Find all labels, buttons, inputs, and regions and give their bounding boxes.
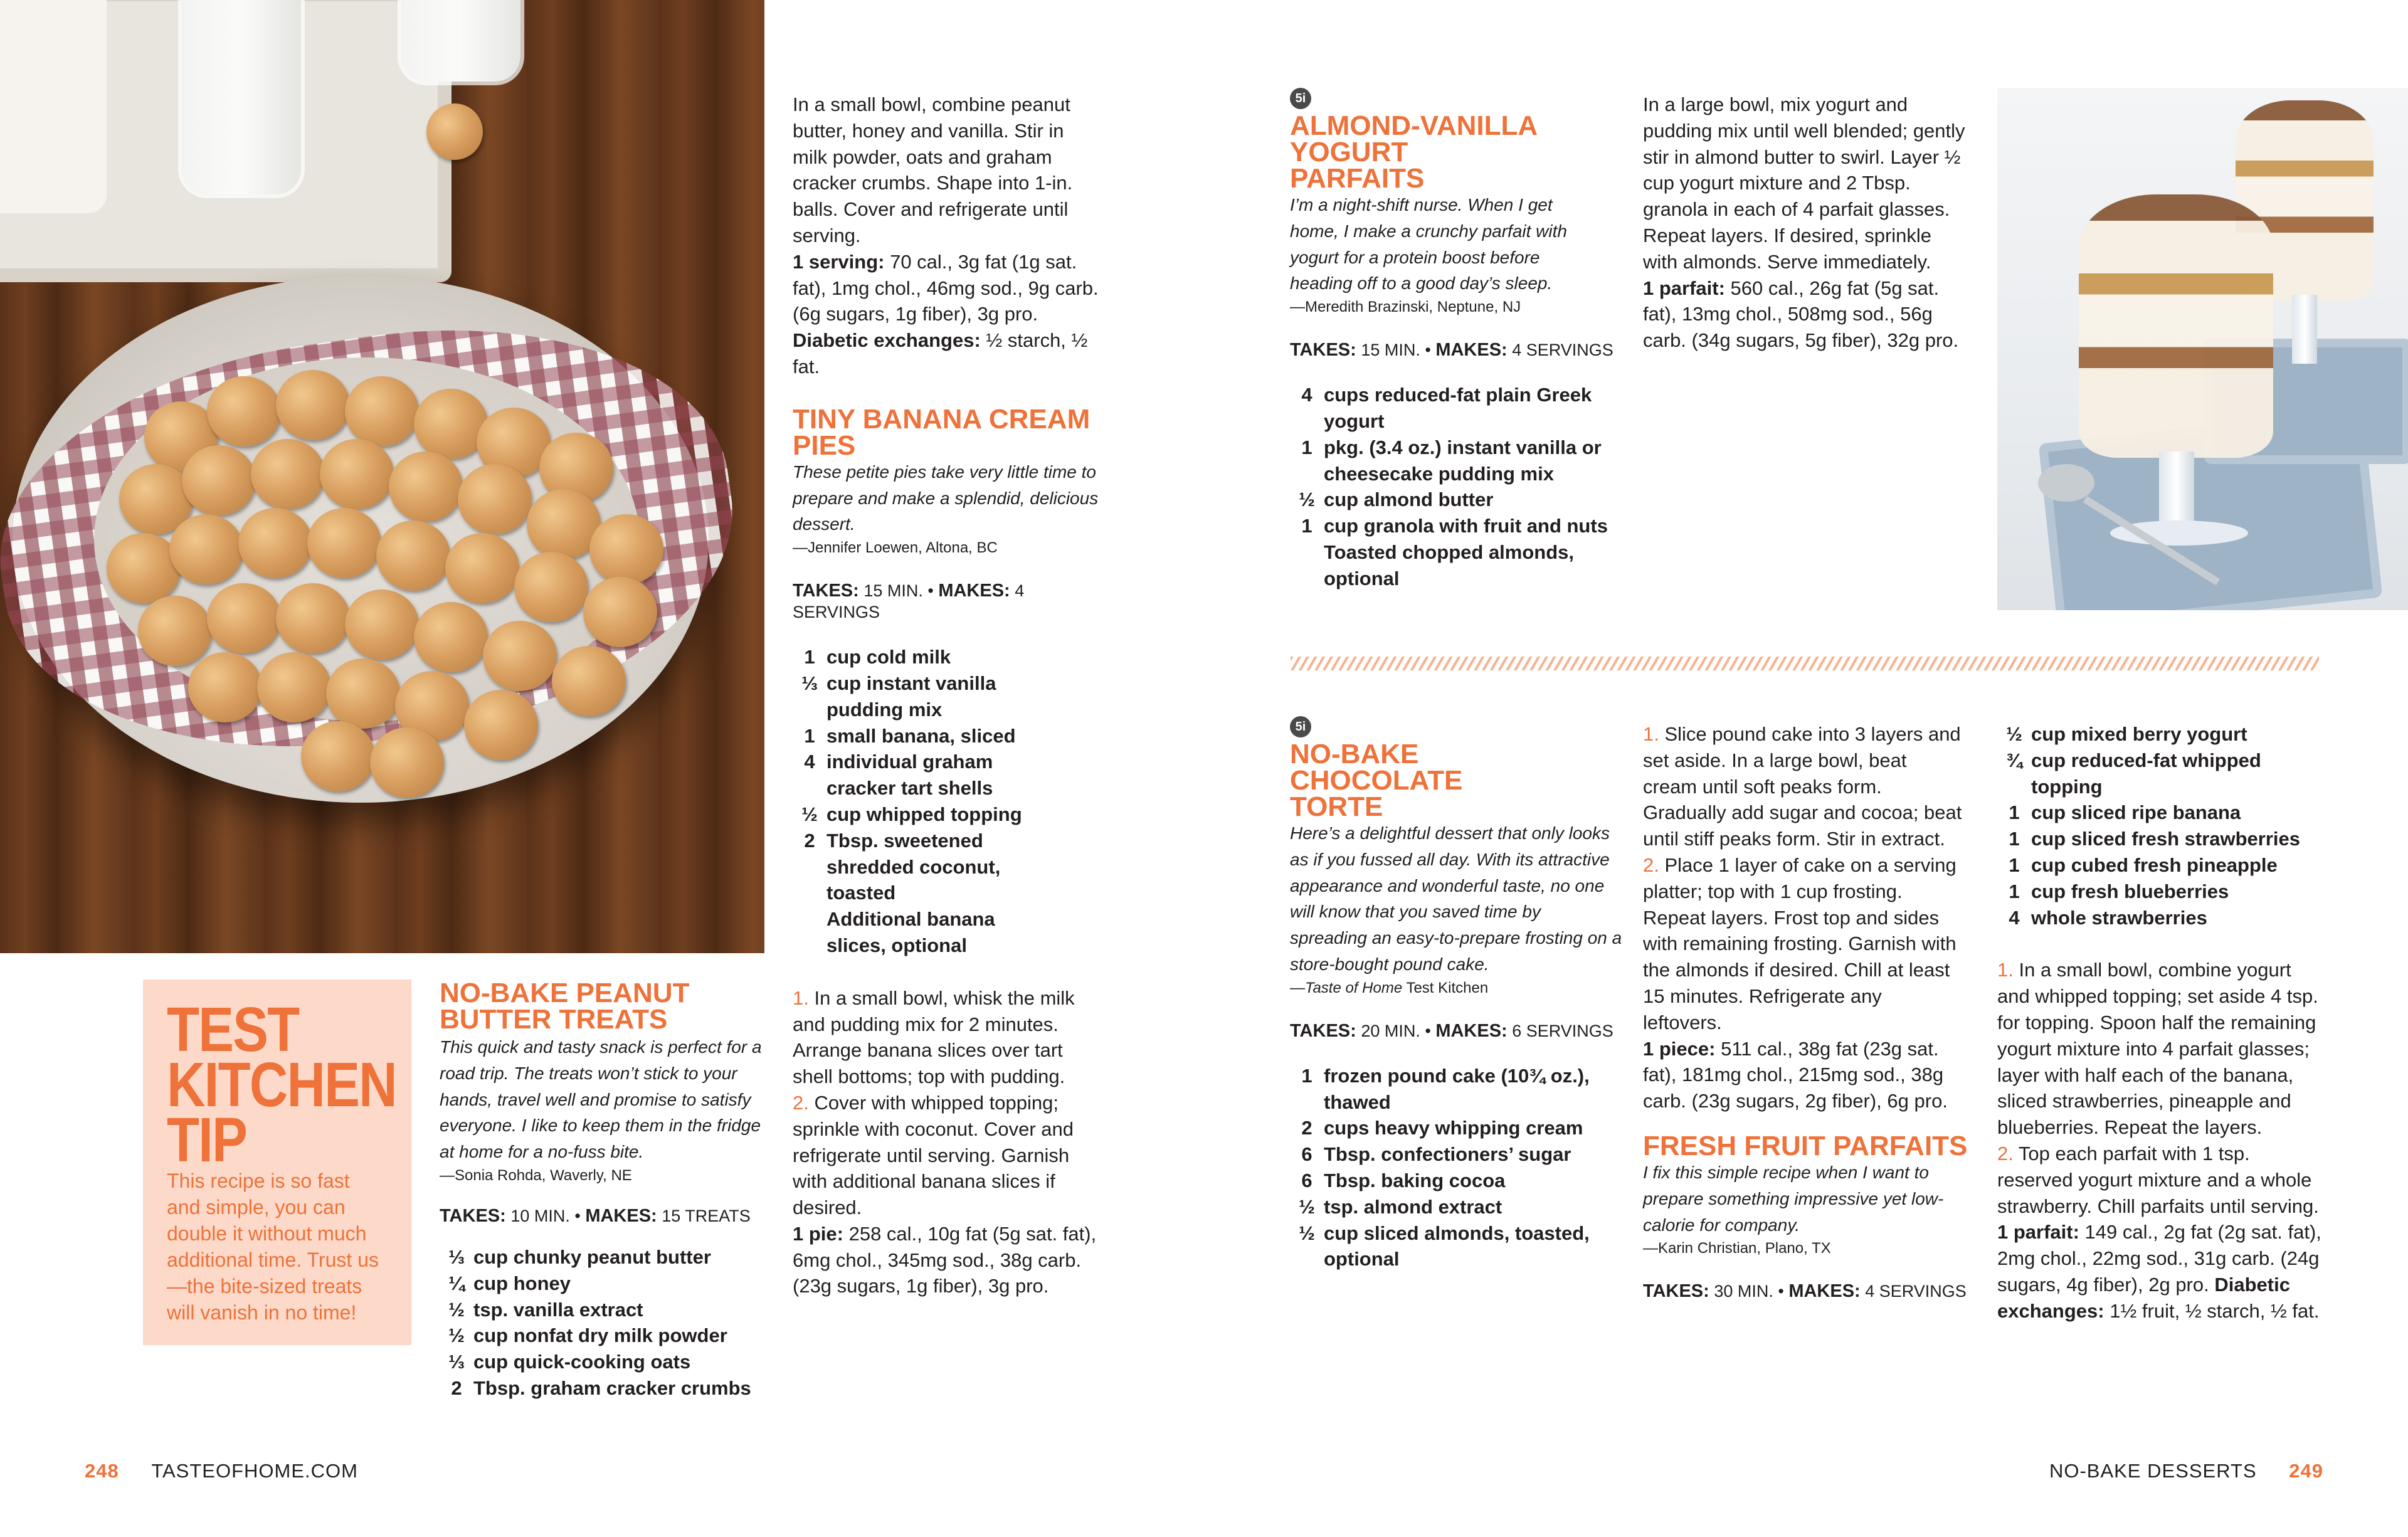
ingredient-qty: 1 xyxy=(2009,853,2020,876)
treat-ball xyxy=(138,596,212,666)
ingredient-qty: 1 xyxy=(2009,880,2020,902)
ingredient-item xyxy=(1290,1194,1622,1220)
nutrition-facts: 1 pie: 258 cal., 10g fat (5g sat. fat), 6mg chol., 345mg sod., 38g carb. (23g sugars, 1g fiber), 3g pro. xyxy=(793,1222,1097,1297)
ingredient-qty xyxy=(1290,539,1324,592)
recipe-intro: This quick and tasty snack is perfect for a road trip. The treats won’t stick to your hands, travel well and promise to satisfy everyone. I like to keep them in the fridge at home for a no-fuss bite. xyxy=(440,1037,762,1162)
ingredient-qty: 2 xyxy=(451,1376,462,1399)
ingredient-list xyxy=(1290,382,1622,591)
treat-ball xyxy=(320,439,394,509)
treat-ball xyxy=(464,690,538,760)
peanut-butter-treats-photo xyxy=(0,0,764,953)
ingredient-item xyxy=(1290,1220,1622,1273)
ingredient-text: cup nonfat dry milk powder xyxy=(473,1324,727,1347)
recipe-byline: —Meredith Brazinski, Neptune, NJ xyxy=(1290,298,1521,316)
ingredient-text: Tbsp. sweetened shredded coconut, toasted xyxy=(826,829,1001,904)
ingredient-qty: ⅓ xyxy=(448,1245,465,1268)
ingredient-qty: ⅓ xyxy=(448,1351,465,1373)
ingredient-text: cup fresh blueberries xyxy=(2031,880,2229,902)
ingredient-text: cup quick-cooking oats xyxy=(473,1351,691,1373)
nutrition-facts: 1 parfait: 560 cal., 26g fat (5g sat. fat), 13mg chol., 508mg sod., 56g carb. (34g sugars, 5g fiber), 32g pro. xyxy=(1643,277,1959,352)
ingredient-qty: 1 xyxy=(804,724,815,747)
nutrition-facts: 1 serving: 70 cal., 3g fat (1g sat. fat), 1mg chol., 46mg sod., 9g carb. (6g sugars, 1g fiber), 3g pro. Diabetic exchanges: ½ starch, ½ fat. xyxy=(793,250,1099,378)
ingredient-text: small banana, sliced xyxy=(826,724,1016,747)
ingredient-qty: 1 xyxy=(2009,801,2020,824)
recipe-chocolate-torte xyxy=(1290,716,1629,1272)
treat-ball xyxy=(182,445,256,515)
ingredient-text: cup sliced ripe banana xyxy=(2031,801,2241,824)
treat-ball xyxy=(370,727,444,798)
ingredient-item xyxy=(1997,721,2336,747)
recipe-intro: I fix this simple recipe when I want to prepare something impressive yet low-calorie for company. xyxy=(1643,1162,1944,1235)
ingredient-item xyxy=(1290,513,1622,539)
nutrition-facts: 1 piece: 511 cal., 38g fat (23g sat. fat), 181mg chol., 215mg sod., 38g carb. (23g sugars, 2g fiber), 6g pro. xyxy=(1643,1037,1948,1112)
ingredient-text: cup mixed berry yogurt xyxy=(2031,723,2247,745)
five-ingredient-badge: 5i xyxy=(1290,716,1311,737)
ingredient-item xyxy=(1997,747,2336,800)
ingredient-item xyxy=(1290,382,1622,435)
ingredient-qty: 4 xyxy=(2009,906,2020,929)
treat-ball xyxy=(307,508,381,578)
ingredient-item xyxy=(793,644,1056,670)
recipe-step-2: 2. Place 1 layer of cake on a serving platter; top with 1 cup frosting. Repeat layers. Frost top and sides with remaining frosting. Garnish with the almonds if desired. Chill at least 15 minutes. Refrigerate any leftovers. xyxy=(1643,853,1956,1033)
ingredient-list xyxy=(793,644,1056,959)
treat-ball xyxy=(301,721,375,791)
page-number-left: 248 xyxy=(85,1460,119,1482)
ingredient-text: cup sliced fresh strawberries xyxy=(2031,828,2301,850)
glass-stem xyxy=(2292,295,2317,364)
ingredient-list xyxy=(1997,721,2336,931)
treat-ball xyxy=(426,103,483,160)
recipe-almond-vanilla-parfaits xyxy=(1290,88,1629,592)
footer-left xyxy=(85,1459,358,1484)
ingredient-text: Tbsp. graham cracker crumbs xyxy=(473,1376,751,1399)
section-name: NO-BAKE DESSERTS xyxy=(2049,1460,2257,1482)
ingredient-qty: 2 xyxy=(1301,1117,1312,1139)
ingredient-text: cup reduced-fat whipped topping xyxy=(2031,749,2261,798)
treat-ball xyxy=(414,602,488,672)
ingredient-item xyxy=(440,1270,766,1297)
treat-ball xyxy=(251,439,325,509)
treat-ball xyxy=(389,452,463,522)
section-divider xyxy=(1291,657,2319,670)
ingredient-qty: ½ xyxy=(1299,489,1315,511)
takes-makes: TAKES: 30 MIN. • MAKES: 4 SERVINGS xyxy=(1643,1281,1967,1302)
treat-ball xyxy=(345,589,419,660)
ingredient-qty: 6 xyxy=(1301,1143,1312,1166)
footer-right xyxy=(2049,1459,2323,1484)
nutrition-facts: 1 parfait: 149 cal., 2g fat (2g sat. fat), 2mg chol., 22mg sod., 31g carb. (24g sugars, 4g fiber), 2g pro. Diabetic exchanges: 1½ fruit, ½ starch, ½ fat. xyxy=(1997,1221,2321,1322)
column-torte-directions xyxy=(1643,721,1975,1302)
ingredient-text: whole strawberries xyxy=(2031,906,2207,929)
recipe-step-2: 2. Top each parfait with 1 tsp. reserved yogurt mixture and a whole strawberry. Chill parfaits until serving. xyxy=(1997,1142,2319,1217)
takes-makes: TAKES: 20 MIN. • MAKES: 6 SERVINGS xyxy=(1290,1020,1613,1041)
takes-makes: TAKES: 10 MIN. • MAKES: 15 TREATS xyxy=(440,1205,751,1226)
recipe-byline: —Taste of Home Test Kitchen xyxy=(1290,979,1489,996)
ingredient-text: cup granola with fruit and nuts xyxy=(1324,515,1608,537)
ingredient-text: frozen pound cake (10¾ oz.), thawed xyxy=(1324,1064,1590,1113)
ingredient-qty: ½ xyxy=(1299,1222,1315,1244)
ingredient-text: cup sliced almonds, toasted, optional xyxy=(1324,1222,1590,1270)
ingredient-qty xyxy=(793,906,826,959)
ingredient-item xyxy=(1290,1168,1622,1194)
treat-ball xyxy=(376,520,450,591)
takes-value: 10 MIN. xyxy=(510,1206,570,1225)
treat-ball xyxy=(458,464,532,534)
ingredient-qty: ¼ xyxy=(448,1272,465,1294)
ingredient-item xyxy=(1290,487,1622,513)
ingredient-item xyxy=(1290,539,1622,592)
treat-ball xyxy=(552,646,626,716)
treat-ball xyxy=(583,577,657,647)
ingredient-qty: ⅓ xyxy=(801,672,818,694)
takes-label: TAKES: xyxy=(440,1205,506,1226)
site-name: TASTEOFHOME.COM xyxy=(151,1460,358,1482)
ingredient-text: Additional banana slices, optional xyxy=(826,908,995,956)
takes-makes: TAKES: 15 MIN. • MAKES: 4 SERVINGS xyxy=(1290,340,1613,361)
glass-stem xyxy=(2159,452,2194,527)
treat-ball xyxy=(445,533,519,603)
treat-ball xyxy=(257,652,331,722)
ingredient-text: cup chunky peanut butter xyxy=(473,1245,711,1268)
recipe-title: ALMOND-VANILLA YOGURT PARFAITS xyxy=(1290,110,1537,194)
treat-ball xyxy=(238,508,312,578)
ingredient-item xyxy=(440,1244,766,1270)
ingredient-qty: 1 xyxy=(1301,515,1312,537)
five-ingredient-badge: 5i xyxy=(1290,88,1311,109)
ingredient-text: cups reduced-fat plain Greek yogurt xyxy=(1324,384,1592,432)
ingredient-item xyxy=(1290,1115,1622,1141)
recipe-step-1: 1. Slice pound cake into 3 layers and set aside. In a large bowl, beat cream until soft peaks form. Gradually add sugar and cocoa; beat until stiff peaks form. Stir in extract. xyxy=(1643,723,1962,850)
milk-glass xyxy=(182,0,301,194)
recipe-peanut-butter-treats xyxy=(440,980,766,1402)
recipe-intro: I’m a night-shift nurse. When I get home, I make a crunchy parfait with yogurt for a protein boost before heading off to a good day’s sleep. xyxy=(1290,195,1567,293)
recipe-byline: —Jennifer Loewen, Altona, BC xyxy=(793,539,998,557)
treat-ball xyxy=(169,514,243,584)
ingredient-item xyxy=(440,1349,766,1375)
treat-ball xyxy=(188,652,262,722)
ingredient-qty: 2 xyxy=(804,829,815,852)
recipe-directions: In a small bowl, combine peanut butter, honey and vanilla. Stir in milk powder, oats and graham cracker crumbs. Shape into 1-in. balls. Cover and refrigerate until serving. xyxy=(793,93,1073,246)
recipe-step-2: 2. Cover with whipped topping; sprinkle with coconut. Cover and refrigerate until serving. Garnish with additional banana slices if desired. xyxy=(793,1091,1074,1219)
treat-ball xyxy=(207,583,281,653)
column-2 xyxy=(793,92,1100,1299)
ingredient-list xyxy=(440,1244,766,1402)
ingredient-item xyxy=(793,801,1056,828)
ingredient-item xyxy=(1997,905,2336,931)
recipe-directions: In a large bowl, mix yogurt and pudding mix until well blended; gently stir in almond butter to swirl. Layer ½ cup yogurt mixture and 2 Tbsp. granola in each of 4 parfait glasses. Repeat layers. If desired, sprinkle with almonds. Serve immediately. xyxy=(1643,93,1965,273)
treat-ball xyxy=(276,370,350,440)
treat-ball xyxy=(276,583,350,653)
ingredient-item xyxy=(440,1323,766,1349)
ingredient-qty: 1 xyxy=(804,646,815,668)
recipe-title: FRESH FRUIT PARFAITS xyxy=(1643,1130,1968,1161)
ingredient-qty: 1 xyxy=(1301,436,1312,458)
ingredient-item xyxy=(440,1297,766,1323)
recipe-step-1: 1. In a small bowl, combine yogurt and whipped topping; set aside 4 tsp. for topping. Spoon half the remaining yogurt mixture into 4 parfait glasses; layer with half each of the banana, sliced strawberries, pineapple and blueberries. Repeat the layers. xyxy=(1997,959,2318,1139)
page-number-right: 249 xyxy=(2289,1460,2323,1482)
recipe-intro: Here’s a delightful dessert that only looks as if you fussed all day. With its attractive appearance and wonderful taste, no one will know that you saved time by spreading an easy-to-prepare frosting on a store-bought pound cake. xyxy=(1290,823,1622,974)
ingredient-item xyxy=(1290,1141,1622,1168)
parfait-glass xyxy=(2079,194,2273,458)
ingredient-item xyxy=(1290,435,1622,487)
recipe-step-1: 1. In a small bowl, whisk the milk and pudding mix for 2 minutes. Arrange banana slices over tart shell bottoms; top with pudding. xyxy=(793,986,1075,1088)
recipe-byline: —Sonia Rohda, Waverly, NE xyxy=(440,1166,632,1184)
recipe-title: NO-BAKE CHOCOLATE TORTE xyxy=(1290,739,1463,822)
ingredient-text: cup instant vanilla pudding mix xyxy=(826,672,996,721)
yogurt-parfaits-photo xyxy=(1997,88,2408,610)
ingredient-text: Toasted chopped almonds, optional xyxy=(1324,541,1575,589)
recipe-byline: —Karin Christian, Plano, TX xyxy=(1643,1240,1831,1257)
treat-ball xyxy=(483,621,557,691)
column-almond-directions xyxy=(1643,92,1969,354)
ingredient-qty: ½ xyxy=(801,803,818,825)
recipe-intro: These petite pies take very little time to prepare and make a splendid, delicious dessert. xyxy=(793,462,1099,534)
tip-title: TEST KITCHEN TIP xyxy=(167,995,396,1175)
makes-label: MAKES: xyxy=(585,1205,657,1226)
makes-value: 15 TREATS xyxy=(662,1206,751,1225)
ingredient-qty: 1 xyxy=(1301,1064,1312,1087)
ingredient-item xyxy=(793,828,1056,906)
ingredient-text: cup whipped topping xyxy=(826,803,1022,825)
ingredient-text: Tbsp. baking cocoa xyxy=(1324,1169,1506,1191)
recipe-title: TINY BANANA CREAM PIES xyxy=(793,403,1090,461)
ingredient-text: Tbsp. confectioners’ sugar xyxy=(1324,1143,1571,1166)
ingredient-item xyxy=(1997,879,2336,905)
treat-ball xyxy=(207,376,281,446)
ingredient-text: cup honey xyxy=(473,1272,571,1294)
ingredient-qty: 4 xyxy=(1301,384,1312,406)
ingredient-item xyxy=(793,906,1056,959)
ingredient-text: cup cold milk xyxy=(826,646,951,668)
ingredient-item xyxy=(440,1375,766,1402)
milk-glass xyxy=(401,0,520,82)
ingredient-list xyxy=(1290,1063,1622,1272)
tip-text: This recipe is so fast and simple, you can double it without much additional time. Trust us—the bite-sized treats will vanish in no time! xyxy=(167,1170,379,1324)
milk-bottle xyxy=(0,0,107,213)
ingredient-text: cup almond butter xyxy=(1324,489,1494,511)
ingredient-qty: ½ xyxy=(2006,723,2022,745)
ingredient-qty: 4 xyxy=(804,751,815,773)
treat-ball xyxy=(589,514,663,584)
ingredient-qty: 6 xyxy=(1301,1169,1312,1191)
ingredient-item xyxy=(1997,852,2336,879)
takes-makes: TAKES: 15 MIN. • MAKES: 4 SERVINGS xyxy=(793,581,1025,622)
ingredient-text: tsp. almond extract xyxy=(1324,1195,1502,1218)
ingredient-item xyxy=(1997,800,2336,826)
ingredient-item xyxy=(793,723,1056,749)
ingredient-qty: ½ xyxy=(448,1324,465,1347)
ingredient-item xyxy=(793,670,1056,723)
ingredient-text: cups heavy whipping cream xyxy=(1324,1117,1583,1139)
ingredient-qty: ½ xyxy=(448,1298,465,1321)
treat-ball xyxy=(514,552,588,622)
ingredient-text: tsp. vanilla extract xyxy=(473,1298,643,1321)
treat-ball xyxy=(326,658,400,729)
ingredient-text: pkg. (3.4 oz.) instant vanilla or cheesecake pudding mix xyxy=(1324,436,1602,485)
treat-ball xyxy=(345,376,419,446)
ingredient-item xyxy=(793,749,1056,801)
ingredient-qty: ½ xyxy=(1299,1195,1315,1218)
column-fruit-parfaits xyxy=(1997,721,2336,1324)
ingredient-qty: 1 xyxy=(2009,828,2020,850)
ingredient-text: cup cubed fresh pineapple xyxy=(2031,853,2278,876)
ingredient-text: individual graham cracker tart shells xyxy=(826,751,993,800)
recipe-title: NO-BAKE PEANUT BUTTER TREATS xyxy=(440,978,690,1035)
ingredient-item xyxy=(1997,826,2336,852)
ingredient-qty: ¾ xyxy=(2006,749,2022,771)
ingredient-item xyxy=(1290,1063,1622,1116)
